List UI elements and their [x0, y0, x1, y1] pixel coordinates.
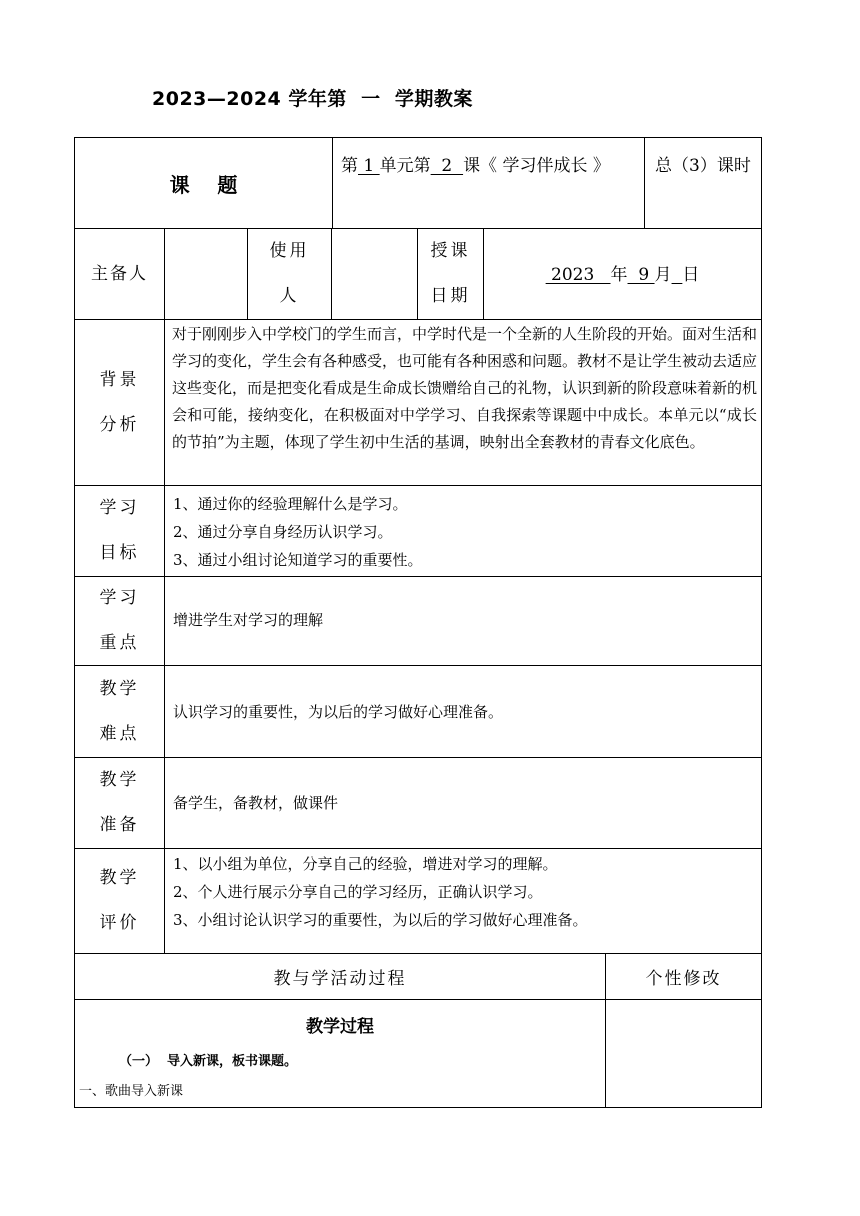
date-month: 9 [627, 264, 655, 285]
goals-label-line1: 学习 [99, 498, 140, 518]
date-label-line2: 日期 [430, 286, 471, 306]
keypoints-text: 增进学生对学习的理解 [173, 611, 324, 629]
keypoints-label-line2: 重点 [99, 633, 140, 653]
lesson-number: 2 [430, 156, 464, 176]
preparation-label-line2: 准备 [99, 815, 140, 835]
preparation-content-cell [164, 757, 762, 849]
process-header-cell [74, 953, 606, 1000]
revision-header-label: 个性修改 [645, 969, 722, 989]
lesson-prefix: 第 [341, 156, 358, 176]
evaluation-item: 2、个人进行展示分享自己的学习经历，正确认识学习。 [173, 883, 543, 901]
evaluation-label-cell [74, 848, 165, 954]
evaluation-label-line2: 评价 [99, 913, 140, 933]
date-month-unit: 月 [654, 264, 672, 285]
evaluation-label-line1: 教学 [99, 868, 140, 888]
preparer-label: 主备人 [91, 263, 148, 284]
goal-item: 2、通过分享自身经历认识学习。 [173, 523, 393, 541]
date-day-unit: 日 [682, 264, 700, 285]
date-value-cell [483, 228, 762, 320]
document-title: 2023—2024 学年第 一 学期教案 [152, 88, 473, 110]
keypoints-label-line1: 学习 [99, 588, 140, 608]
total-hours-cell [644, 137, 762, 229]
process-body-cell [74, 999, 606, 1108]
preparation-text: 备学生，备教材，做课件 [173, 794, 339, 812]
evaluation-content-cell [164, 848, 762, 954]
revision-body-cell [605, 999, 762, 1108]
total-hours: 总（3）课时 [655, 156, 751, 176]
goal-item: 3、通过小组讨论知道学习的重要性。 [173, 551, 423, 569]
user-label-line1: 使用 [269, 241, 310, 261]
goals-label-cell [74, 485, 165, 577]
topic-label: 课 题 [169, 172, 238, 197]
difficulty-label-cell [74, 665, 165, 758]
difficulty-label-line2: 难点 [99, 723, 140, 744]
preparation-label-cell [74, 757, 165, 849]
process-heading: 教学过程 [306, 1017, 374, 1037]
background-text: 对于刚刚步入中学校门的学生而言，中学时代是一个全新的人生阶段的开始。面对生活和学习的变化，学生会有各种感受，也可能有各种困惑和问题。教材不是让学生被动去适应这些变化，而是把变化看成是生命成长馈赠给自己的礼物，认识到新的阶段意味着新的机会和可能，接纳变化，在积极面对中学学习、自我探索等课题中中成长。本单元以“成长的节拍”为主题，体现了学生初中生活的基调，映射出全套教材的青春文化底色。 [172, 325, 758, 451]
date-year: 2023 [545, 264, 611, 285]
process-item-1: 一、歌曲导入新课 [79, 1084, 184, 1099]
goals-content-cell [164, 485, 762, 577]
lesson-title: 课《 学习伴成长 》 [463, 156, 610, 176]
process-header-label: 教与学活动过程 [273, 969, 407, 989]
keypoints-content-cell [164, 576, 762, 666]
preparer-value-cell [164, 228, 248, 320]
user-label-cell [247, 228, 332, 320]
lesson-cell [332, 137, 645, 229]
user-label-line2: 人 [279, 286, 300, 306]
background-label-cell [74, 319, 165, 486]
goals-label-line2: 目标 [99, 543, 140, 563]
keypoints-label-cell [74, 576, 165, 666]
background-label-line2: 分析 [99, 414, 140, 435]
lesson-date [546, 260, 700, 285]
difficulty-content-cell [164, 665, 762, 758]
unit-mid: 单元第 [379, 156, 431, 176]
user-value-cell [331, 228, 418, 320]
background-content-cell [164, 319, 762, 486]
topic-label-cell [74, 137, 333, 229]
date-label-line1: 授课 [430, 241, 471, 261]
revision-header-cell [605, 953, 762, 1000]
background-label-line1: 背景 [99, 369, 140, 390]
preparer-label-cell [74, 228, 165, 320]
difficulty-label-line1: 教学 [99, 678, 140, 699]
date-day [672, 265, 683, 285]
date-year-unit: 年 [610, 264, 628, 285]
process-step-1: （一） 导入新课，板书课题。 [119, 1054, 298, 1069]
evaluation-item: 3、小组讨论认识学习的重要性，为以后的学习做好心理准备。 [173, 911, 588, 929]
unit-number: 1 [358, 156, 380, 176]
difficulty-text: 认识学习的重要性，为以后的学习做好心理准备。 [173, 702, 504, 721]
preparation-label-line1: 教学 [99, 770, 140, 790]
date-label-cell [417, 228, 484, 320]
evaluation-item: 1、以小组为单位，分享自己的经验，增进对学习的理解。 [173, 855, 558, 873]
goal-item: 1、通过你的经验理解什么是学习。 [173, 495, 408, 513]
